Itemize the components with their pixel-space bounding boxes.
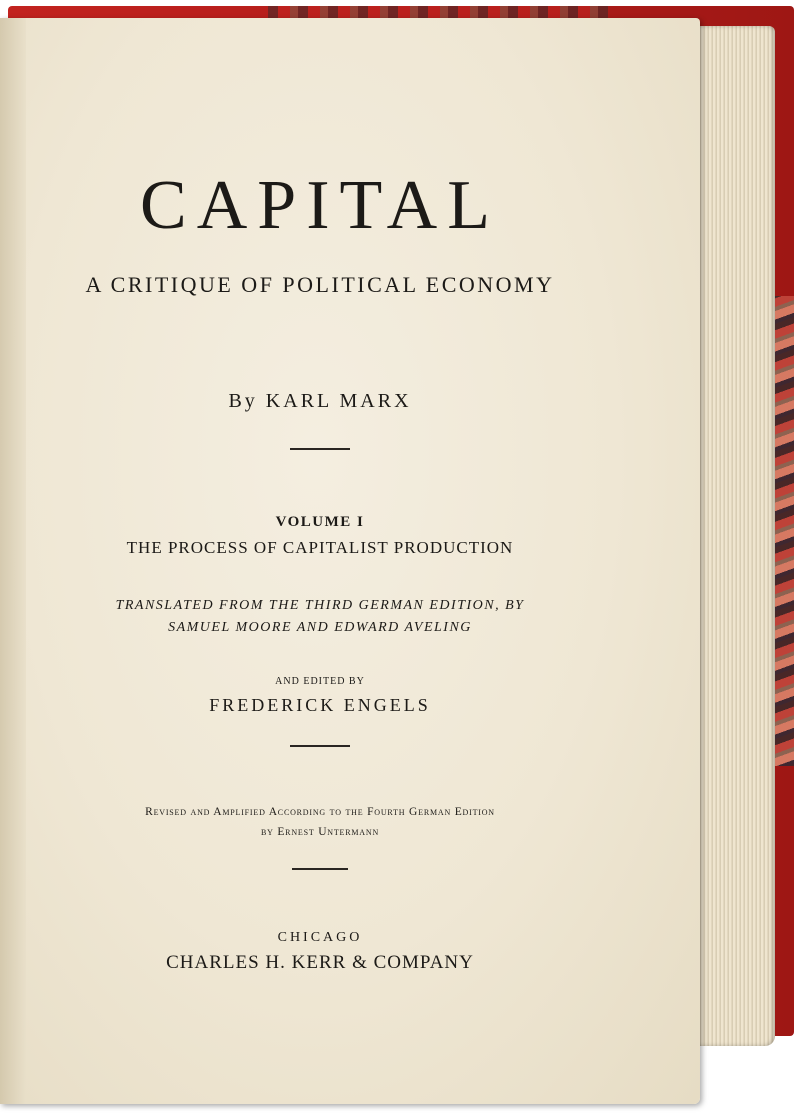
volume-title: THE PROCESS OF CAPITALIST PRODUCTION <box>126 538 514 557</box>
translation-line-1: TRANSLATED FROM THE THIRD GERMAN EDITION, BY <box>115 598 525 613</box>
divider-rule-3 <box>292 868 348 870</box>
book-title: CAPITAL <box>140 167 500 244</box>
divider-rule-1 <box>290 448 350 450</box>
author-line: By KARL MARX <box>228 390 412 412</box>
book-subtitle: A CRITIQUE OF POLITICAL ECONOMY <box>85 272 555 297</box>
edited-by-label: AND EDITED BY <box>275 676 365 687</box>
revision-line-1: Revised and Amplified According to the Fourth German Edition <box>145 806 495 818</box>
page-gutter <box>0 18 26 1104</box>
volume-label: VOLUME I <box>275 514 365 530</box>
editor-name: FREDERICK ENGELS <box>209 695 431 715</box>
publisher-city: CHICAGO <box>277 930 363 945</box>
revision-line-2: by Ernest Untermann <box>260 826 380 838</box>
publisher-name: CHARLES H. KERR & COMPANY <box>166 952 474 973</box>
translation-line-2: SAMUEL MOORE AND EDWARD AVELING <box>168 620 472 635</box>
title-page <box>0 18 700 1104</box>
divider-rule-2 <box>290 745 350 747</box>
